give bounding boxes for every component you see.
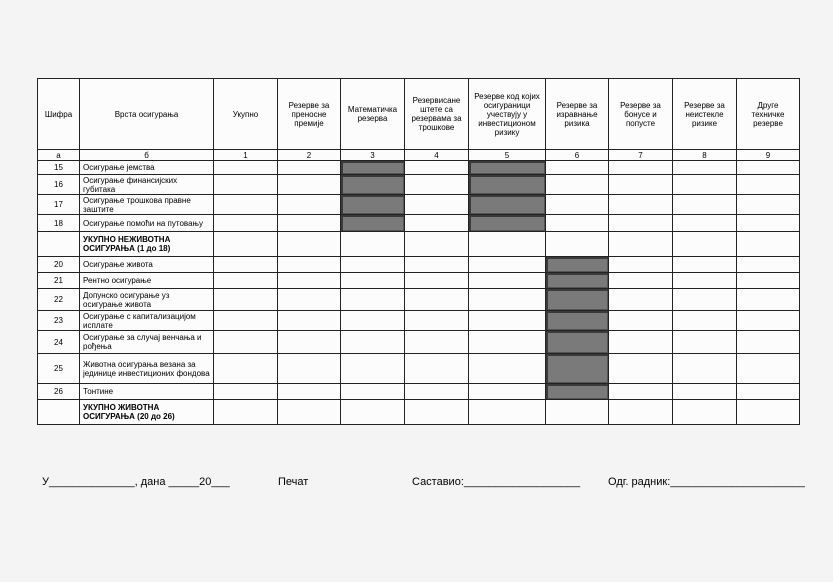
value-cell <box>469 354 546 384</box>
value-cell <box>737 257 800 273</box>
value-cell <box>214 289 278 311</box>
value-cell <box>469 331 546 354</box>
table-row <box>38 331 800 354</box>
value-cell <box>609 195 673 215</box>
column-header: Друге техничке резерве <box>737 79 800 150</box>
value-cell <box>278 273 341 289</box>
column-index: 5 <box>469 150 546 161</box>
column-index: 3 <box>341 150 405 161</box>
value-cell <box>609 257 673 273</box>
insurance-type: УКУПНО ЖИВОТНА ОСИГУРАЊА (20 до 26) <box>80 400 214 425</box>
shaded-cell <box>546 289 609 311</box>
column-index-row <box>38 150 800 161</box>
value-cell <box>546 400 609 425</box>
value-cell <box>546 175 609 195</box>
table-row <box>38 195 800 215</box>
value-cell <box>278 354 341 384</box>
value-cell <box>609 273 673 289</box>
row-code: 16 <box>38 175 80 195</box>
value-cell <box>737 175 800 195</box>
value-cell <box>673 215 737 232</box>
value-cell <box>609 384 673 400</box>
table-row <box>38 257 800 273</box>
value-cell <box>673 384 737 400</box>
value-cell <box>673 161 737 175</box>
insurance-type: Осигурање помоћи на путовању <box>80 215 214 232</box>
value-cell <box>214 400 278 425</box>
total-row <box>38 400 800 425</box>
value-cell <box>737 331 800 354</box>
value-cell <box>673 289 737 311</box>
column-header: Резерве за бонусе и попусте <box>609 79 673 150</box>
row-code: 25 <box>38 354 80 384</box>
value-cell <box>214 311 278 331</box>
value-cell <box>214 215 278 232</box>
value-cell <box>214 195 278 215</box>
table-row <box>38 273 800 289</box>
value-cell <box>737 289 800 311</box>
table-row <box>38 384 800 400</box>
shaded-cell <box>546 384 609 400</box>
value-cell <box>469 400 546 425</box>
value-cell <box>673 257 737 273</box>
value-cell <box>405 195 469 215</box>
value-cell <box>214 257 278 273</box>
value-cell <box>546 161 609 175</box>
value-cell <box>341 384 405 400</box>
shaded-cell <box>469 175 546 195</box>
insurance-type: Осигурање с капитализацијом исплате <box>80 311 214 331</box>
value-cell <box>469 232 546 257</box>
value-cell <box>278 331 341 354</box>
column-header: Резервисане штете са резервама за трошкове <box>405 79 469 150</box>
shaded-cell <box>546 311 609 331</box>
row-code: 26 <box>38 384 80 400</box>
column-index: б <box>80 150 214 161</box>
value-cell <box>737 215 800 232</box>
column-index: а <box>38 150 80 161</box>
value-cell <box>405 311 469 331</box>
value-cell <box>405 289 469 311</box>
value-cell <box>469 257 546 273</box>
value-cell <box>405 257 469 273</box>
value-cell <box>214 384 278 400</box>
table-header <box>38 79 800 150</box>
value-cell <box>737 161 800 175</box>
column-index: 4 <box>405 150 469 161</box>
value-cell <box>341 232 405 257</box>
row-code: 24 <box>38 331 80 354</box>
shaded-cell <box>341 161 405 175</box>
insurance-type: Животна осигурања везана за јединице инвестиционих фондова <box>80 354 214 384</box>
column-header: Резерве за неистекле ризике <box>673 79 737 150</box>
value-cell <box>278 311 341 331</box>
value-cell <box>737 232 800 257</box>
value-cell <box>278 257 341 273</box>
shaded-cell <box>341 195 405 215</box>
row-code <box>38 400 80 425</box>
value-cell <box>673 331 737 354</box>
insurance-type: Осигурање трошкова правне заштите <box>80 195 214 215</box>
insurance-type: Осигурање живота <box>80 257 214 273</box>
value-cell <box>278 195 341 215</box>
table-row <box>38 175 800 195</box>
value-cell <box>609 289 673 311</box>
shaded-cell <box>546 354 609 384</box>
table-row <box>38 354 800 384</box>
column-index: 7 <box>609 150 673 161</box>
value-cell <box>546 215 609 232</box>
shaded-cell <box>469 161 546 175</box>
value-cell <box>341 273 405 289</box>
value-cell <box>214 232 278 257</box>
value-cell <box>673 273 737 289</box>
row-code: 18 <box>38 215 80 232</box>
row-code: 21 <box>38 273 80 289</box>
value-cell <box>214 354 278 384</box>
value-cell <box>214 273 278 289</box>
shaded-cell <box>546 331 609 354</box>
table-row <box>38 289 800 311</box>
value-cell <box>673 311 737 331</box>
insurance-type: Осигурање јемства <box>80 161 214 175</box>
insurance-type: Осигурање за случај венчања и рођења <box>80 331 214 354</box>
value-cell <box>469 273 546 289</box>
value-cell <box>673 175 737 195</box>
value-cell <box>737 311 800 331</box>
row-code: 20 <box>38 257 80 273</box>
value-cell <box>405 232 469 257</box>
value-cell <box>214 175 278 195</box>
value-cell <box>609 331 673 354</box>
column-header: Резерве за преносне премије <box>278 79 341 150</box>
value-cell <box>673 400 737 425</box>
value-cell <box>278 384 341 400</box>
table-body <box>38 150 800 425</box>
insurance-type: Допунско осигурање уз осигурање живота <box>80 289 214 311</box>
value-cell <box>405 161 469 175</box>
value-cell <box>341 289 405 311</box>
shaded-cell <box>341 175 405 195</box>
column-header: Укупно <box>214 79 278 150</box>
row-code <box>38 232 80 257</box>
column-header: Врста осигурања <box>80 79 214 150</box>
compiled-by-line: Саставио:___________________ <box>412 476 581 488</box>
value-cell <box>737 400 800 425</box>
value-cell <box>673 195 737 215</box>
value-cell <box>341 311 405 331</box>
insurance-type: УКУПНО НЕЖИВОТНА ОСИГУРАЊА (1 до 18) <box>80 232 214 257</box>
value-cell <box>469 384 546 400</box>
insurance-type: Рентно осигурање <box>80 273 214 289</box>
value-cell <box>469 311 546 331</box>
value-cell <box>405 354 469 384</box>
insurance-type: Осигурање финансијских губитака <box>80 175 214 195</box>
table-row <box>38 311 800 331</box>
place-date-line: У______________, дана _____20___ <box>42 476 230 488</box>
value-cell <box>405 331 469 354</box>
value-cell <box>737 273 800 289</box>
value-cell <box>278 161 341 175</box>
value-cell <box>609 215 673 232</box>
shaded-cell <box>546 257 609 273</box>
table-row <box>38 161 800 175</box>
insurance-type: Тонтине <box>80 384 214 400</box>
value-cell <box>737 384 800 400</box>
value-cell <box>341 257 405 273</box>
column-index: 9 <box>737 150 800 161</box>
reserves-table <box>37 78 800 425</box>
column-index: 6 <box>546 150 609 161</box>
shaded-cell <box>469 195 546 215</box>
column-index: 8 <box>673 150 737 161</box>
value-cell <box>609 311 673 331</box>
column-index: 2 <box>278 150 341 161</box>
value-cell <box>405 400 469 425</box>
value-cell <box>737 195 800 215</box>
row-code: 17 <box>38 195 80 215</box>
row-code: 15 <box>38 161 80 175</box>
value-cell <box>609 232 673 257</box>
value-cell <box>673 354 737 384</box>
column-header: Математичка резерва <box>341 79 405 150</box>
value-cell <box>405 215 469 232</box>
shaded-cell <box>546 273 609 289</box>
value-cell <box>405 175 469 195</box>
column-header: Шифра <box>38 79 80 150</box>
column-index: 1 <box>214 150 278 161</box>
value-cell <box>546 232 609 257</box>
seal-label: Печат <box>278 476 309 488</box>
value-cell <box>278 232 341 257</box>
value-cell <box>469 289 546 311</box>
value-cell <box>546 195 609 215</box>
responsible-officer-line: Одг. радник:______________________ <box>608 476 805 488</box>
value-cell <box>609 161 673 175</box>
column-header: Резерве за изравнање ризика <box>546 79 609 150</box>
value-cell <box>673 232 737 257</box>
value-cell <box>278 175 341 195</box>
row-code: 23 <box>38 311 80 331</box>
shaded-cell <box>341 215 405 232</box>
column-header: Резерве код којих осигураници учествују у инвестиционом ризику <box>469 79 546 150</box>
value-cell <box>278 400 341 425</box>
value-cell <box>405 384 469 400</box>
value-cell <box>278 289 341 311</box>
value-cell <box>341 354 405 384</box>
value-cell <box>278 215 341 232</box>
value-cell <box>609 175 673 195</box>
value-cell <box>609 354 673 384</box>
value-cell <box>609 400 673 425</box>
value-cell <box>405 273 469 289</box>
value-cell <box>214 331 278 354</box>
row-code: 22 <box>38 289 80 311</box>
value-cell <box>214 161 278 175</box>
total-row <box>38 232 800 257</box>
shaded-cell <box>469 215 546 232</box>
value-cell <box>341 400 405 425</box>
value-cell <box>737 354 800 384</box>
value-cell <box>341 331 405 354</box>
table-row <box>38 215 800 232</box>
